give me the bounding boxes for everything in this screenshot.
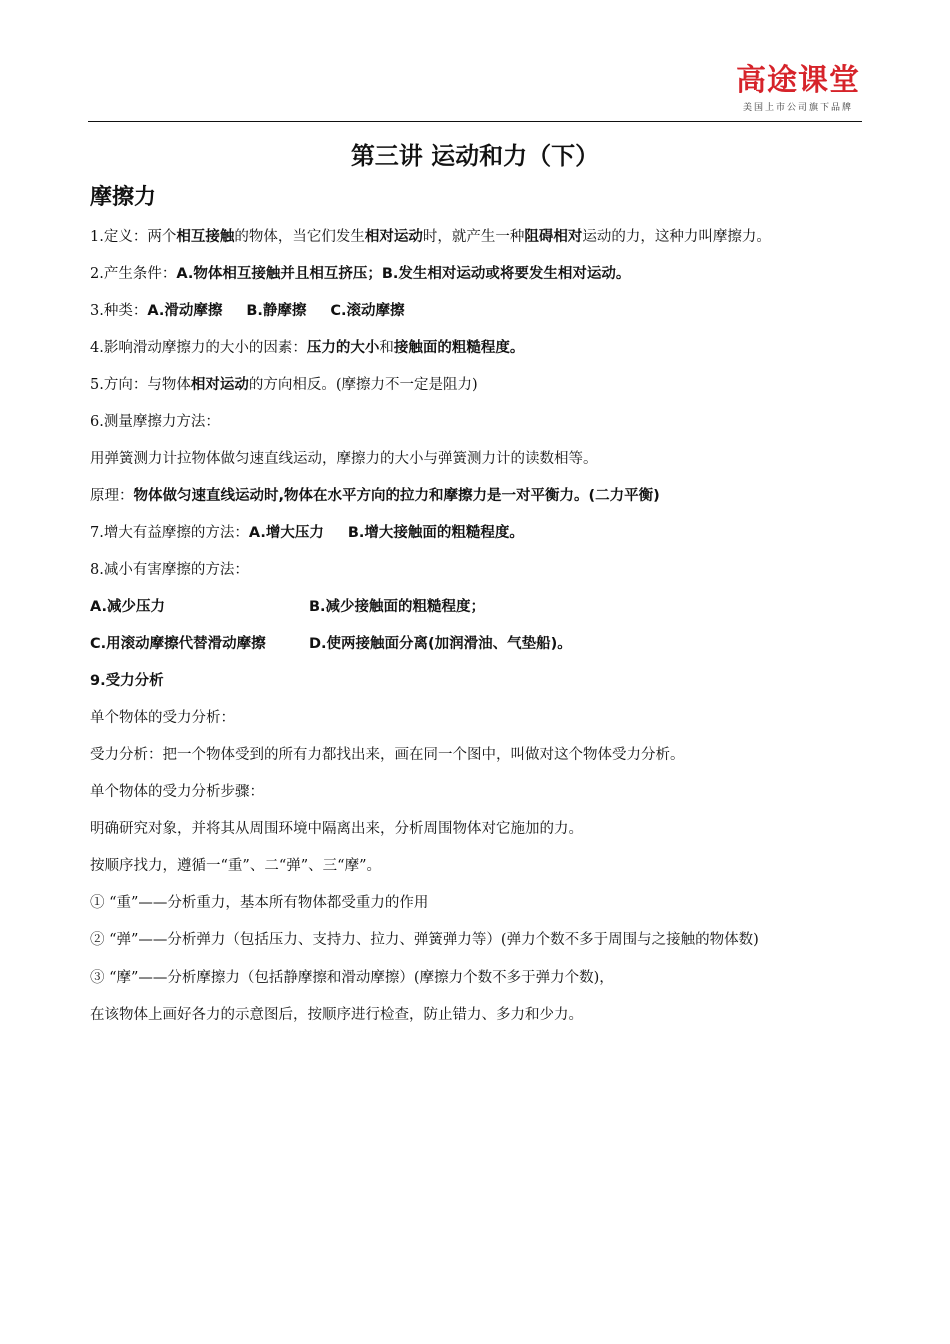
measure-heading: 6.测量摩擦力方法： bbox=[90, 414, 220, 430]
header-divider bbox=[88, 121, 862, 122]
section-heading: 摩擦力 bbox=[90, 185, 157, 210]
increase-paragraph bbox=[90, 524, 865, 542]
direction-paragraph bbox=[90, 376, 865, 394]
measure-paragraph: 用弹簧测力计拉物体做匀速直线运动，摩擦力的大小与弹簧测力计的读数相等。 bbox=[90, 451, 598, 467]
text: 2.产生条件： bbox=[90, 266, 177, 282]
bold-text: B.增大接触面的粗糙程度。 bbox=[347, 525, 524, 541]
text: 7.增大有益摩擦的方法： bbox=[90, 525, 249, 541]
logo-subtitle: 美国上市公司旗下品牌 bbox=[742, 103, 853, 113]
single-object-heading: 单个物体的受力分析： bbox=[90, 710, 235, 726]
step-friction: ③ “摩”——分析摩擦力（包括静摩擦和滑动摩擦）(摩擦力个数不多于弹力个数)， bbox=[90, 970, 614, 986]
force-analysis-definition: 受力分析：把一个物体受到的所有力都找出来，画在同一个图中，叫做对这个物体受力分析。 bbox=[90, 747, 685, 763]
step-gravity: ① “重”——分析重力，基本所有物体都受重力的作用 bbox=[90, 895, 429, 911]
text: 1.定义：两个 bbox=[90, 229, 177, 245]
reduce-methods-row-2 bbox=[90, 635, 865, 653]
text: 的方向相反。(摩擦力不一定是阻力) bbox=[248, 377, 478, 393]
bold-text: B.减少接触面的粗糙程度； bbox=[309, 599, 486, 615]
bold-text: B.静摩擦 bbox=[246, 303, 307, 319]
types-paragraph bbox=[90, 302, 865, 320]
text: 4.影响滑动摩擦力的大小的因素： bbox=[90, 340, 307, 356]
text: 原理： bbox=[90, 488, 134, 504]
reduce-methods-row-1 bbox=[90, 598, 865, 616]
force-analysis-heading: 9.受力分析 bbox=[90, 673, 164, 689]
bold-text: A.滑动摩擦 bbox=[147, 303, 223, 319]
document-body bbox=[90, 228, 865, 1043]
bold-text: A.物体相互接触并且相互挤压；B.发生相对运动或将要发生相对运动。 bbox=[176, 266, 631, 282]
step-check: 在该物体上画好各力的示意图后，按顺序进行检查，防止错力、多力和少力。 bbox=[90, 1007, 583, 1023]
reduce-heading: 8.减小有害摩擦的方法： bbox=[90, 562, 249, 578]
bold-text: 相互接触 bbox=[176, 229, 235, 245]
step-isolate: 明确研究对象，并将其从周围环境中隔离出来，分析周围物体对它施加的力。 bbox=[90, 821, 583, 837]
text: 3.种类： bbox=[90, 303, 148, 319]
bold-text: 物体做匀速直线运动时,物体在水平方向的拉力和摩擦力是一对平衡力。(二力平衡) bbox=[133, 488, 660, 504]
text: 运动的力，这种力叫摩擦力。 bbox=[582, 229, 771, 245]
text: 的物体，当它们发生 bbox=[234, 229, 365, 245]
step-order: 按顺序找力，遵循一“重”、二“弹”、三“摩”。 bbox=[90, 858, 381, 874]
text: 时，就产生一种 bbox=[422, 229, 525, 245]
text: 和 bbox=[379, 340, 394, 356]
bold-text: 相对运动 bbox=[190, 377, 249, 393]
bold-text: 阻碍相对 bbox=[524, 229, 583, 245]
page-title: 第三讲 运动和力（下） bbox=[350, 142, 600, 170]
definition-paragraph bbox=[90, 228, 865, 246]
bold-text: 接触面的粗糙程度。 bbox=[393, 340, 525, 356]
factors-paragraph bbox=[90, 339, 865, 357]
bold-text: 相对运动 bbox=[364, 229, 423, 245]
bold-text: A.增大压力 bbox=[248, 525, 324, 541]
bold-text: D.使两接触面分离(加润滑油、气垫船)。 bbox=[309, 636, 572, 652]
bold-text: 压力的大小 bbox=[306, 340, 380, 356]
condition-paragraph bbox=[90, 265, 865, 283]
bold-text: C.滚动摩擦 bbox=[330, 303, 405, 319]
step-elastic: ② “弹”——分析弹力（包括压力、支持力、拉力、弹簧弹力等）(弹力个数不多于周围与之接触的物体数) bbox=[90, 932, 759, 948]
principle-paragraph bbox=[90, 487, 865, 505]
brand-logo bbox=[736, 64, 860, 113]
steps-heading: 单个物体的受力分析步骤： bbox=[90, 784, 264, 800]
text: 5.方向：与物体 bbox=[90, 377, 191, 393]
bold-text: C.用滚动摩擦代替滑动摩擦 bbox=[90, 636, 266, 652]
logo-text: 高途课堂 bbox=[736, 63, 860, 98]
bold-text: A.减少压力 bbox=[90, 599, 165, 615]
